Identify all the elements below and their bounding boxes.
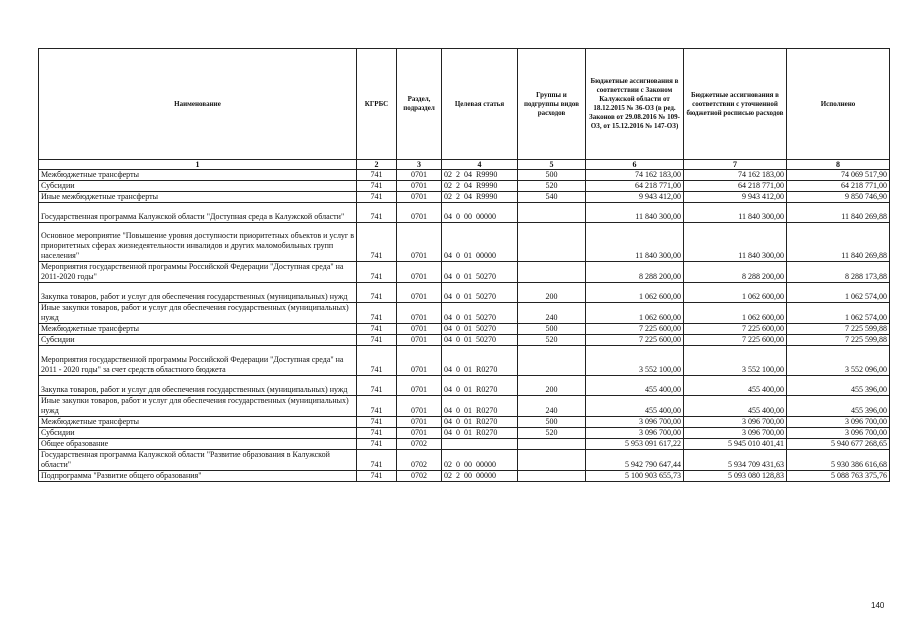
- row-target: 04 0 01 R0270: [442, 396, 518, 417]
- table-row: [39, 471, 890, 482]
- table-row: [39, 376, 890, 396]
- row-law-assign: 64 218 771,00: [586, 181, 684, 192]
- row-group: 200: [518, 283, 586, 303]
- page-number: 140: [871, 601, 885, 610]
- row-refined-assign: 455 400,00: [684, 376, 787, 396]
- row-target: 02 2 04 R9990: [442, 192, 518, 203]
- row-target: 02 2 04 R9990: [442, 170, 518, 181]
- row-executed: 9 850 746,90: [787, 192, 890, 203]
- row-name: Общее образование: [39, 439, 357, 450]
- row-group: [518, 450, 586, 471]
- table-row: [39, 396, 890, 417]
- row-kgrbs: 741: [357, 223, 397, 262]
- header-name: Наименование: [39, 49, 357, 160]
- row-refined-assign: 7 225 600,00: [684, 335, 787, 346]
- table-row: [39, 417, 890, 428]
- table-row: [39, 283, 890, 303]
- table-row: [39, 428, 890, 439]
- row-target: 04 0 01 50270: [442, 335, 518, 346]
- row-refined-assign: 3 096 700,00: [684, 417, 787, 428]
- row-group: [518, 471, 586, 482]
- row-target: 02 2 00 00000: [442, 471, 518, 482]
- row-target: 04 0 01 00000: [442, 223, 518, 262]
- row-law-assign: 7 225 600,00: [586, 335, 684, 346]
- row-kgrbs: 741: [357, 181, 397, 192]
- row-section: 0702: [397, 439, 442, 450]
- row-name: Закупка товаров, работ и услуг для обеспечения государственных (муниципальных) нужд: [39, 283, 357, 303]
- row-law-assign: 455 400,00: [586, 376, 684, 396]
- row-law-assign: 5 953 091 617,22: [586, 439, 684, 450]
- row-section: 0701: [397, 203, 442, 223]
- col-number: 1: [39, 160, 357, 170]
- header-row: [39, 49, 890, 160]
- row-law-assign: 3 552 100,00: [586, 346, 684, 376]
- table-row: [39, 181, 890, 192]
- row-name: Государственная программа Калужской области "Развитие образования в Калужской области": [39, 450, 357, 471]
- row-executed: 455 396,00: [787, 376, 890, 396]
- row-law-assign: 3 096 700,00: [586, 417, 684, 428]
- row-law-assign: 11 840 300,00: [586, 223, 684, 262]
- row-law-assign: 455 400,00: [586, 396, 684, 417]
- col-number: 7: [684, 160, 787, 170]
- row-executed: 455 396,00: [787, 396, 890, 417]
- row-name: Межбюджетные трансферты: [39, 324, 357, 335]
- col-number: 5: [518, 160, 586, 170]
- header-target: Целевая статья: [442, 49, 518, 160]
- row-name: Межбюджетные трансферты: [39, 170, 357, 181]
- row-section: 0701: [397, 376, 442, 396]
- row-executed: 7 225 599,88: [787, 324, 890, 335]
- row-executed: 1 062 574,00: [787, 283, 890, 303]
- row-executed: 5 940 677 268,65: [787, 439, 890, 450]
- row-name: Иные закупки товаров, работ и услуг для обеспечения государственных (муниципальных) нужд: [39, 396, 357, 417]
- row-name: Подпрограмма "Развитие общего образования": [39, 471, 357, 482]
- row-executed: 64 218 771,00: [787, 181, 890, 192]
- row-target: 04 0 01 50270: [442, 262, 518, 283]
- row-executed: 1 062 574,00: [787, 303, 890, 324]
- row-target: 04 0 01 R0270: [442, 346, 518, 376]
- row-refined-assign: 11 840 300,00: [684, 223, 787, 262]
- row-kgrbs: 741: [357, 335, 397, 346]
- row-section: 0701: [397, 335, 442, 346]
- row-group: 500: [518, 170, 586, 181]
- header-refined-assign: Бюджетные ассигнования в соответствии с уточненной бюджетной росписью расходов: [684, 49, 787, 160]
- row-refined-assign: 11 840 300,00: [684, 203, 787, 223]
- row-target: [442, 439, 518, 450]
- row-refined-assign: 1 062 600,00: [684, 283, 787, 303]
- col-number: 4: [442, 160, 518, 170]
- row-section: 0701: [397, 324, 442, 335]
- row-refined-assign: 455 400,00: [684, 396, 787, 417]
- table-row: [39, 192, 890, 203]
- row-section: 0701: [397, 192, 442, 203]
- col-number: 3: [397, 160, 442, 170]
- column-number-row: [39, 160, 890, 170]
- row-kgrbs: 741: [357, 192, 397, 203]
- header-kgrbs: КГРБС: [357, 49, 397, 160]
- row-kgrbs: 741: [357, 376, 397, 396]
- row-executed: 74 069 517,90: [787, 170, 890, 181]
- row-section: 0701: [397, 170, 442, 181]
- row-section: 0701: [397, 303, 442, 324]
- row-section: 0701: [397, 223, 442, 262]
- row-group: [518, 203, 586, 223]
- row-group: 500: [518, 417, 586, 428]
- row-kgrbs: 741: [357, 417, 397, 428]
- row-refined-assign: 5 093 080 128,83: [684, 471, 787, 482]
- row-refined-assign: 5 945 010 401,41: [684, 439, 787, 450]
- row-target: 02 2 04 R9990: [442, 181, 518, 192]
- row-name: Закупка товаров, работ и услуг для обеспечения государственных (муниципальных) нужд: [39, 376, 357, 396]
- row-law-assign: 74 162 183,00: [586, 170, 684, 181]
- row-name: Иные закупки товаров, работ и услуг для обеспечения государственных (муниципальных) нужд: [39, 303, 357, 324]
- table-row: [39, 303, 890, 324]
- row-kgrbs: 741: [357, 283, 397, 303]
- row-group: [518, 439, 586, 450]
- row-group: [518, 346, 586, 376]
- row-kgrbs: 741: [357, 346, 397, 376]
- row-section: 0701: [397, 283, 442, 303]
- table-row: [39, 170, 890, 181]
- row-group: 540: [518, 192, 586, 203]
- table-row: [39, 324, 890, 335]
- row-executed: 7 225 599,88: [787, 335, 890, 346]
- row-law-assign: 8 288 200,00: [586, 262, 684, 283]
- col-number: 2: [357, 160, 397, 170]
- row-target: 04 0 01 50270: [442, 303, 518, 324]
- row-target: 04 0 01 R0270: [442, 428, 518, 439]
- row-executed: 3 096 700,00: [787, 417, 890, 428]
- budget-table: [38, 48, 890, 482]
- row-group: 520: [518, 335, 586, 346]
- row-law-assign: 1 062 600,00: [586, 303, 684, 324]
- row-kgrbs: 741: [357, 262, 397, 283]
- row-law-assign: 7 225 600,00: [586, 324, 684, 335]
- header-section: Раздел, подраздел: [397, 49, 442, 160]
- row-refined-assign: 74 162 183,00: [684, 170, 787, 181]
- table-row: [39, 223, 890, 262]
- row-group: [518, 223, 586, 262]
- table-row: [39, 262, 890, 283]
- row-group: 240: [518, 303, 586, 324]
- row-executed: 3 552 096,00: [787, 346, 890, 376]
- row-law-assign: 1 062 600,00: [586, 283, 684, 303]
- table-body: [39, 170, 890, 482]
- table-row: [39, 439, 890, 450]
- row-kgrbs: 741: [357, 428, 397, 439]
- col-number: 8: [787, 160, 890, 170]
- row-executed: 3 096 700,00: [787, 428, 890, 439]
- row-kgrbs: 741: [357, 450, 397, 471]
- row-executed: 5 930 386 616,68: [787, 450, 890, 471]
- row-refined-assign: 5 934 709 431,63: [684, 450, 787, 471]
- row-section: 0701: [397, 181, 442, 192]
- row-section: 0701: [397, 428, 442, 439]
- row-target: 02 0 00 00000: [442, 450, 518, 471]
- row-target: 04 0 01 50270: [442, 324, 518, 335]
- row-refined-assign: 9 943 412,00: [684, 192, 787, 203]
- row-executed: 11 840 269,88: [787, 203, 890, 223]
- row-executed: 11 840 269,88: [787, 223, 890, 262]
- row-name: Субсидии: [39, 335, 357, 346]
- row-target: 04 0 01 R0270: [442, 376, 518, 396]
- row-group: 240: [518, 396, 586, 417]
- row-refined-assign: 1 062 600,00: [684, 303, 787, 324]
- header-law-assign: Бюджетные ассигнования в соответствии с Законом Калужской области от 18.12.2015 № 36-ОЗ (в ред. Законов от 29.08.2016 № 109-ОЗ, от 15.12.2016 № 147-ОЗ): [586, 49, 684, 160]
- table-row: [39, 346, 890, 376]
- row-section: 0701: [397, 417, 442, 428]
- row-group: 500: [518, 324, 586, 335]
- row-target: 04 0 00 00000: [442, 203, 518, 223]
- row-kgrbs: 741: [357, 396, 397, 417]
- row-section: 0701: [397, 396, 442, 417]
- row-kgrbs: 741: [357, 303, 397, 324]
- row-name: Основное мероприятие "Повышение уровня доступности приоритетных объектов и услуг в приоритетных сферах жизнедеятельности инвалидов и других маломобильных групп населения": [39, 223, 357, 262]
- row-name: Субсидии: [39, 181, 357, 192]
- row-target: 04 0 01 R0270: [442, 417, 518, 428]
- row-group: 200: [518, 376, 586, 396]
- row-kgrbs: 741: [357, 471, 397, 482]
- table-row: [39, 335, 890, 346]
- header-executed: Исполнено: [787, 49, 890, 160]
- row-refined-assign: 3 096 700,00: [684, 428, 787, 439]
- row-group: 520: [518, 181, 586, 192]
- row-name: Субсидии: [39, 428, 357, 439]
- row-law-assign: 11 840 300,00: [586, 203, 684, 223]
- row-kgrbs: 741: [357, 324, 397, 335]
- row-name: Государственная программа Калужской области "Доступная среда в Калужской области": [39, 203, 357, 223]
- row-law-assign: 5 100 903 655,73: [586, 471, 684, 482]
- col-number: 6: [586, 160, 684, 170]
- row-executed: 8 288 173,88: [787, 262, 890, 283]
- row-section: 0702: [397, 450, 442, 471]
- row-section: 0702: [397, 471, 442, 482]
- row-law-assign: 5 942 790 647,44: [586, 450, 684, 471]
- row-name: Межбюджетные трансферты: [39, 417, 357, 428]
- row-refined-assign: 8 288 200,00: [684, 262, 787, 283]
- row-refined-assign: 64 218 771,00: [684, 181, 787, 192]
- row-refined-assign: 7 225 600,00: [684, 324, 787, 335]
- row-law-assign: 9 943 412,00: [586, 192, 684, 203]
- row-name: Мероприятия государственной программы Российской Федерации "Доступная среда" на 2011-2020 годы": [39, 262, 357, 283]
- row-group: [518, 262, 586, 283]
- row-section: 0701: [397, 346, 442, 376]
- header-groups: Группы и подгруппы видов расходов: [518, 49, 586, 160]
- row-group: 520: [518, 428, 586, 439]
- row-executed: 5 088 763 375,76: [787, 471, 890, 482]
- row-kgrbs: 741: [357, 170, 397, 181]
- row-kgrbs: 741: [357, 203, 397, 223]
- row-target: 04 0 01 50270: [442, 283, 518, 303]
- row-name: Мероприятия государственной программы Российской Федерации "Доступная среда" на 2011 - 2020 годы" за счет средств областного бюджета: [39, 346, 357, 376]
- row-section: 0701: [397, 262, 442, 283]
- row-law-assign: 3 096 700,00: [586, 428, 684, 439]
- row-refined-assign: 3 552 100,00: [684, 346, 787, 376]
- row-name: Иные межбюджетные трансферты: [39, 192, 357, 203]
- row-kgrbs: 741: [357, 439, 397, 450]
- table-row: [39, 203, 890, 223]
- table-row: [39, 450, 890, 471]
